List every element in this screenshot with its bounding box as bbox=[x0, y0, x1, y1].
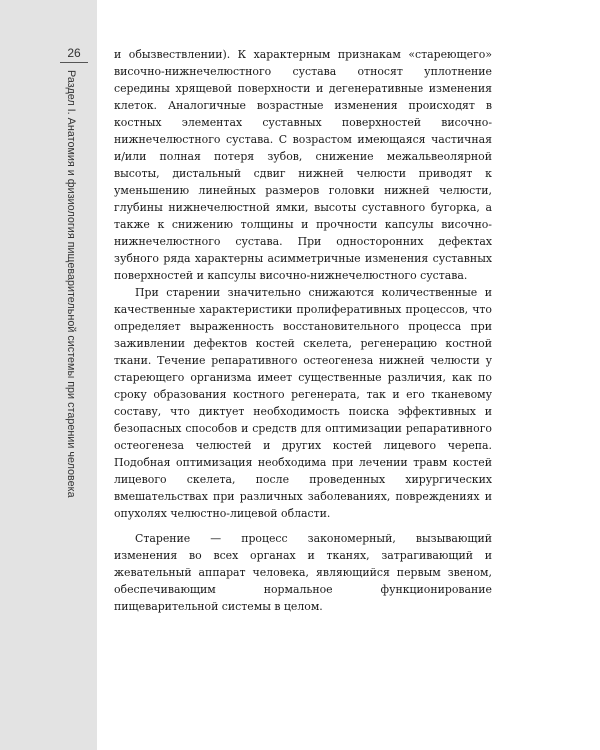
paragraph-2: При старении значительно снижаются количественные и качественные характеристики пролиферативных процессов, что определяет выраженность восстановительного процесса при заживлении дефектов костей скелета, регенерацию костной ткани. Течение репаративного остеогенеза нижней челюсти у стареющего организма имеет существенные различия, как по сроку образования костного регенерата, так и его тканевому составу, что диктует необходимость поиска эффективных и безопасных способов и средств для оптимизации репаративного остеогенеза челюстей и других костей лицевого черепа. Подобная оптимизация необходима при лечении травм костей лицевого скелета, после проведенных хирургических вмешательствах при различных заболеваниях, повреждениях и опухолях челюстно-лицевой области. bbox=[114, 286, 492, 520]
page-number-rule bbox=[60, 62, 88, 63]
page-margin-band bbox=[0, 0, 97, 750]
paragraph-1: и обызвествлении). К характерным признакам «стареющего» височно-нижнечелюстного сустава относят уплотнение середины хрящевой поверхности и дегенеративные изменения клеток. Аналогичные возрастные изменения происходят в костных элементах суставных поверхностей височно-нижнечелюстного сустава. С возрастом имеющаяся частичная и/или полная потеря зубов, снижение межальвеолярной высоты, дистальный сдвиг нижней челюсти приводят к уменьшению линейных размеров головки нижней челюсти, глубины нижнечелюстной ямки, высоты суставного бугорка, а также к снижению толщины и прочности капсулы височно-нижнечелюстного сустава. При односторонних дефектах зубного ряда характерны асимметричные изменения суставных поверхностей и капсулы височно-нижнечелюстного сустава. bbox=[114, 48, 492, 282]
page-number: 26 bbox=[67, 46, 81, 60]
section-running-title: Раздел I. Анатомия и физиология пищеварительной системы при старении человека bbox=[65, 70, 77, 498]
paragraph-3: Старение — процесс закономерный, вызывающий изменения во всех органах и тканях, затрагивающий и жевательный аппарат человека, являющийся первым звеном, обеспечивающим нормальное функционирование пищеварительной системы в целом. bbox=[114, 532, 492, 613]
body-text bbox=[114, 46, 492, 615]
